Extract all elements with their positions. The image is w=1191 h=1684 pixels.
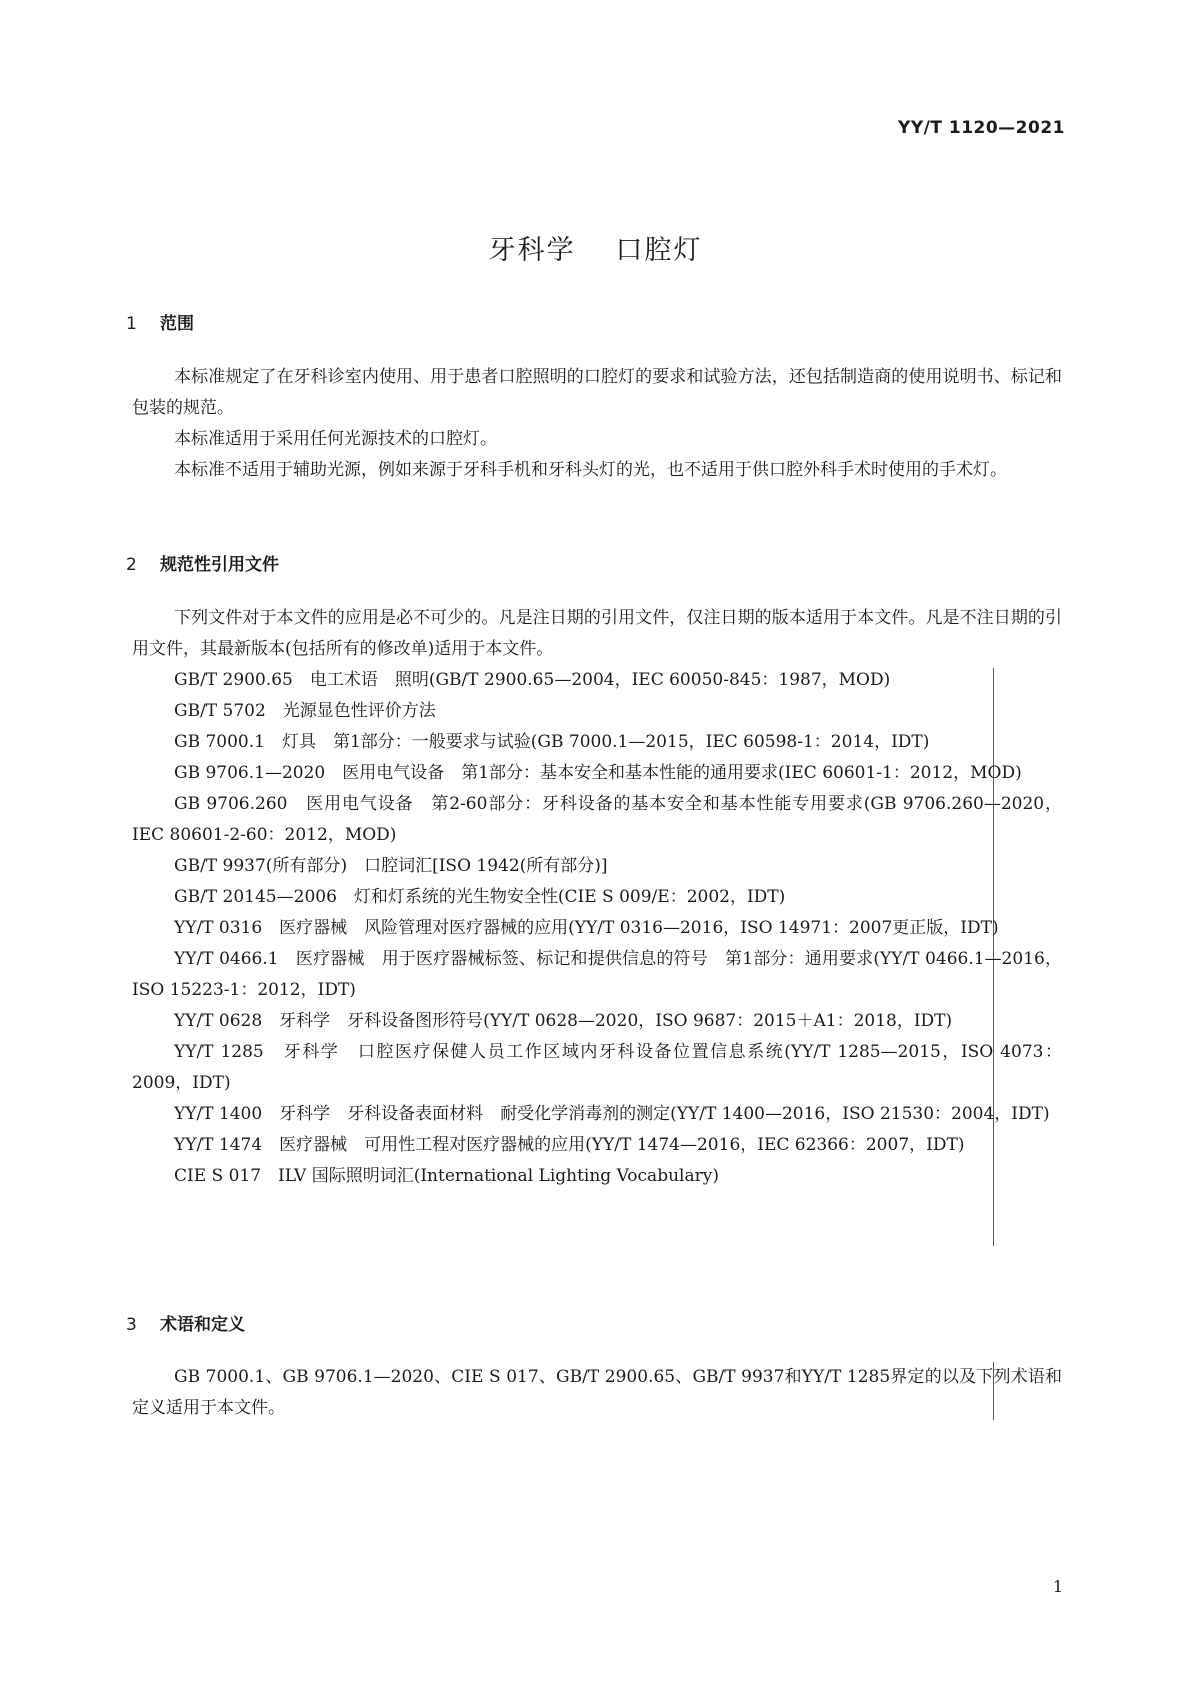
reference-item: GB/T 9937(所有部分) 口腔词汇[ISO 1942(所有部分)] bbox=[174, 856, 608, 876]
reference-list bbox=[132, 665, 1062, 1192]
section-2-heading bbox=[126, 550, 279, 575]
reference-item: YY/T 1285 牙科学 口腔医疗保健人员工作区域内牙科设备位置信息系统(YY/T 1285—2015，ISO 4073：2009，IDT) bbox=[132, 1042, 1062, 1093]
section-3-heading bbox=[126, 1310, 245, 1335]
section-2-intro bbox=[132, 603, 1062, 665]
title-part-2: 口腔灯 bbox=[615, 235, 703, 266]
paragraph: 本标准规定了在牙科诊室内使用、用于患者口腔照明的口腔灯的要求和试验方法，还包括制造商的使用说明书、标记和包装的规范。 bbox=[132, 367, 1062, 418]
reference-item: GB 7000.1 灯具 第1部分：一般要求与试验(GB 7000.1—2015，IEC 60598-1：2014，IDT) bbox=[174, 732, 930, 752]
paragraph: 本标准适用于采用任何光源技术的口腔灯。 bbox=[174, 429, 497, 449]
reference-item: YY/T 0466.1 医疗器械 用于医疗器械标签、标记和提供信息的符号 第1部分：通用要求(YY/T 0466.1—2016，ISO 15223-1：2012，IDT) bbox=[132, 949, 1062, 1000]
reference-item: YY/T 0316 医疗器械 风险管理对医疗器械的应用(YY/T 0316—2016，ISO 14971：2007更正版，IDT) bbox=[174, 918, 999, 938]
reference-item: GB/T 20145—2006 灯和灯系统的光生物安全性(CIE S 009/E：2002，IDT) bbox=[174, 887, 786, 907]
section-number: 2 bbox=[126, 555, 137, 575]
reference-item: YY/T 1400 牙科学 牙科设备表面材料 耐受化学消毒剂的测定(YY/T 1400—2016，ISO 21530：2004，IDT) bbox=[174, 1104, 1050, 1124]
section-title: 范围 bbox=[160, 314, 194, 334]
section-number: 3 bbox=[126, 1315, 137, 1335]
page-number: 1 bbox=[1052, 1577, 1063, 1596]
page-title bbox=[0, 228, 1191, 267]
section-1-heading bbox=[126, 309, 194, 334]
section-number: 1 bbox=[126, 314, 137, 334]
paragraph: 下列文件对于本文件的应用是必不可少的。凡是注日期的引用文件，仅注日期的版本适用于本文件。凡是不注日期的引用文件，其最新版本(包括所有的修改单)适用于本文件。 bbox=[132, 608, 1062, 659]
title-part-1: 牙科学 bbox=[488, 235, 576, 266]
reference-item: GB/T 2900.65 电工术语 照明(GB/T 2900.65—2004，IEC 60050-845：1987，MOD) bbox=[174, 670, 891, 690]
section-1-body bbox=[132, 362, 1062, 486]
paragraph: 本标准不适用于辅助光源，例如来源于牙科手机和牙科头灯的光，也不适用于供口腔外科手术时使用的手术灯。 bbox=[174, 460, 1007, 480]
section-title: 规范性引用文件 bbox=[160, 555, 279, 575]
reference-item: GB/T 5702 光源显色性评价方法 bbox=[174, 701, 436, 721]
section-3-body bbox=[132, 1362, 1062, 1424]
document-id: YY/T 1120—2021 bbox=[898, 118, 1065, 138]
reference-item: CIE S 017 ILV 国际照明词汇(International Lighting Vocabulary) bbox=[174, 1166, 719, 1186]
paragraph: GB 7000.1、GB 9706.1—2020、CIE S 017、GB/T 2900.65、GB/T 9937和YY/T 1285界定的以及下列术语和定义适用于本文件。 bbox=[132, 1367, 1062, 1418]
reference-item: YY/T 1474 医疗器械 可用性工程对医疗器械的应用(YY/T 1474—2016，IEC 62366：2007，IDT) bbox=[174, 1135, 965, 1155]
reference-item: YY/T 0628 牙科学 牙科设备图形符号(YY/T 0628—2020，ISO 9687：2015＋A1：2018，IDT) bbox=[174, 1011, 953, 1031]
reference-item: GB 9706.1—2020 医用电气设备 第1部分：基本安全和基本性能的通用要求(IEC 60601-1：2012，MOD) bbox=[174, 763, 1022, 783]
reference-item: GB 9706.260 医用电气设备 第2-60部分：牙科设备的基本安全和基本性能专用要求(GB 9706.260—2020，IEC 80601-2-60：2012，MOD) bbox=[132, 794, 1062, 845]
section-title: 术语和定义 bbox=[160, 1315, 245, 1335]
